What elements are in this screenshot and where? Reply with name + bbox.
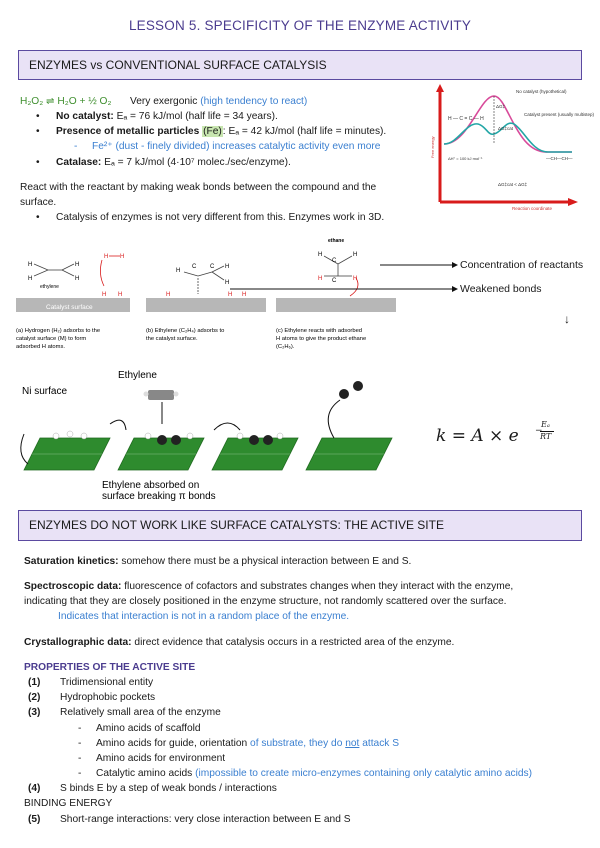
no-catalyst-label: No catalyst (hypothetical) — [516, 89, 567, 94]
ethylene-label: ethylene — [40, 284, 59, 290]
sub-item-scaffold: - Amino acids of scaffold — [96, 722, 201, 736]
equation-exp-sign: − — [535, 426, 543, 436]
no-catalyst-item: • No catalyst: Eₐ = 76 kJ/mol (half life = 34 years). — [56, 110, 278, 124]
reaction-formula: H₂O₂ ⇌ H₂O + ½ O₂ — [20, 96, 112, 107]
svg-text:H: H — [353, 252, 358, 258]
prop-2: Hydrophobic pockets — [60, 692, 156, 703]
annotation-arrows — [230, 256, 460, 296]
sub-item-catalytic: - Catalytic amino acids (impossible to create micro-enzymes containing only catalytic amino acids) — [96, 767, 532, 781]
fe-note: - Fe²⁺ (dust - finely divided) increases catalytic activity even more — [92, 140, 380, 154]
catalyst-present-label: Catalyst present (usually multistep) — [524, 112, 595, 117]
caption-c-1: (c) Ethylene reacts with adsorbed — [276, 328, 363, 334]
svg-text:C: C — [332, 258, 337, 264]
react-line-2: surface. — [20, 197, 57, 208]
equation-exp-numerator: Eₐ — [541, 420, 550, 429]
sub-item-orientation: - Amino acids for guide, orientation of substrate, they do not attack S — [96, 737, 399, 751]
down-arrow: ↓ — [564, 312, 570, 326]
section-header-active-site: ENZYMES DO NOT WORK LIKE SURFACE CATALYSTS: THE ACTIVE SITE — [18, 510, 582, 541]
svg-text:H: H — [104, 254, 109, 260]
prop-3-number: (3) — [28, 707, 41, 718]
absorbed-label-1: Ethylene absorbed on — [102, 480, 200, 491]
prop-1-number: (1) — [28, 677, 41, 688]
saturation-kinetics: Saturation kinetics: somehow there must be a physical interaction between E and S. — [24, 556, 412, 567]
svg-text:H: H — [120, 254, 125, 260]
svg-text:H: H — [75, 262, 80, 268]
svg-text:H: H — [28, 276, 33, 282]
absorbed-label-2: surface breaking π bonds — [102, 491, 216, 502]
binding-energy: BINDING ENERGY — [24, 798, 113, 809]
svg-text:H: H — [166, 292, 171, 298]
svg-text:H: H — [75, 276, 80, 282]
prop-4-number: (4) — [28, 783, 41, 794]
react-line-1: React with the reactant by making weak bonds between the compound and the — [20, 182, 377, 193]
equation-exp-denominator: RT — [540, 432, 552, 441]
spectroscopic-line-1: Spectroscopic data: fluorescence of cofactors and substrates changes when they interact with the enzyme, — [24, 581, 514, 592]
crystallographic-data: Crystallographic data: direct evidence that catalysis occurs in a restricted area of the enzyme. — [24, 637, 455, 648]
svg-text:H: H — [28, 262, 33, 268]
caption-b-1: (b) Ethylene (C₂H₄) adsorbs to — [146, 328, 225, 334]
prop-2-number: (2) — [28, 692, 41, 703]
svg-text:—CH—CH—: —CH—CH— — [546, 156, 573, 161]
svg-text:H: H — [353, 276, 358, 282]
delta-g-label: ΔG‡ — [496, 104, 506, 109]
delta-g-compare-label: ΔG‡cat < ΔG‡ — [498, 182, 528, 187]
svg-text:H: H — [176, 268, 181, 274]
delta-g-cat-label: ΔG‡cat — [498, 126, 514, 131]
svg-text:C: C — [210, 264, 215, 270]
caption-a-1: (a) Hydrogen (H₂) adsorbs to the — [16, 328, 101, 334]
prop-5: Short-range interactions: very close interaction between E and S — [60, 814, 351, 825]
prop-5-number: (5) — [28, 814, 41, 825]
reaction-coordinate-label: Reaction coordinate — [512, 206, 553, 211]
sub-item-environment: - Amino acids for environment — [96, 752, 225, 766]
caption-b-2: the catalyst surface. — [146, 336, 198, 342]
prop-4: S binds E by a step of weak bonds / interactions — [60, 783, 277, 794]
spectroscopic-line-2: indicating that they are closely positioned in the enzyme structure, not randomly scattered over the surface. — [24, 596, 507, 607]
ni-surface-figure — [14, 364, 404, 502]
delta-h-label: ΔH° = 100 kJ mol⁻¹ — [448, 156, 483, 161]
svg-text:H: H — [102, 292, 107, 298]
svg-text:H: H — [225, 264, 230, 270]
metallic-item: • Presence of metallic particles (Fe): Eₐ = 42 kJ/mol (half life = minutes). — [56, 125, 386, 139]
prop-1: Tridimensional entity — [60, 677, 154, 688]
svg-text:C: C — [332, 278, 337, 284]
properties-title: PROPERTIES OF THE ACTIVE SITE — [24, 662, 196, 673]
catalase-item: • Catalase: Eₐ = 7 kJ/mol (4·10⁷ molec./sec/enzyme). — [56, 156, 291, 170]
svg-text:H: H — [242, 292, 247, 298]
caption-a-3: adsorbed H atoms. — [16, 344, 65, 350]
svg-text:H: H — [318, 276, 323, 282]
svg-text:H: H — [318, 252, 323, 258]
reaction-note: Very exergonic (high tendency to react) — [130, 96, 308, 107]
energy-diagram — [428, 84, 595, 212]
arrhenius-equation — [436, 420, 576, 460]
concentration-label: Concentration of reactants — [460, 259, 584, 271]
free-energy-label: Free energy — [430, 136, 435, 158]
prop-3: Relatively small area of the enzyme — [60, 707, 221, 718]
catalyst-surface-label: Catalyst surface — [46, 304, 93, 311]
caption-c-2: H atoms to give the product ethane — [276, 336, 367, 342]
ethane-label: ethane — [328, 238, 345, 244]
surface-catalysis-figure — [14, 236, 398, 356]
svg-text:H — C = C — H: H — C = C — H — [448, 116, 484, 122]
catalysis-3d-item: • Catalysis of enzymes is not very different from this. Enzymes work in 3D. — [56, 211, 384, 225]
page-title: LESSON 5. SPECIFICITY OF THE ENZYME ACTIVITY — [128, 18, 472, 33]
spectroscopic-note: Indicates that interaction is not in a random place of the enzyme. — [58, 611, 350, 622]
caption-a-2: catalyst surface (M) to form — [16, 336, 87, 342]
ni-surface-label: Ni surface — [22, 386, 68, 397]
svg-text:H: H — [225, 280, 230, 286]
weakened-bonds-label: Weakened bonds — [460, 283, 542, 295]
equation-lhs: k = A × e — [436, 426, 519, 446]
svg-text:C: C — [192, 264, 197, 270]
svg-text:H: H — [118, 292, 123, 298]
svg-text:H: H — [228, 292, 233, 298]
section-header-surface-catalysis: ENZYMES vs CONVENTIONAL SURFACE CATALYSIS — [18, 50, 582, 80]
caption-c-3: (C₂H₆). — [276, 344, 295, 350]
ethylene-figure-label: Ethylene — [118, 370, 157, 381]
